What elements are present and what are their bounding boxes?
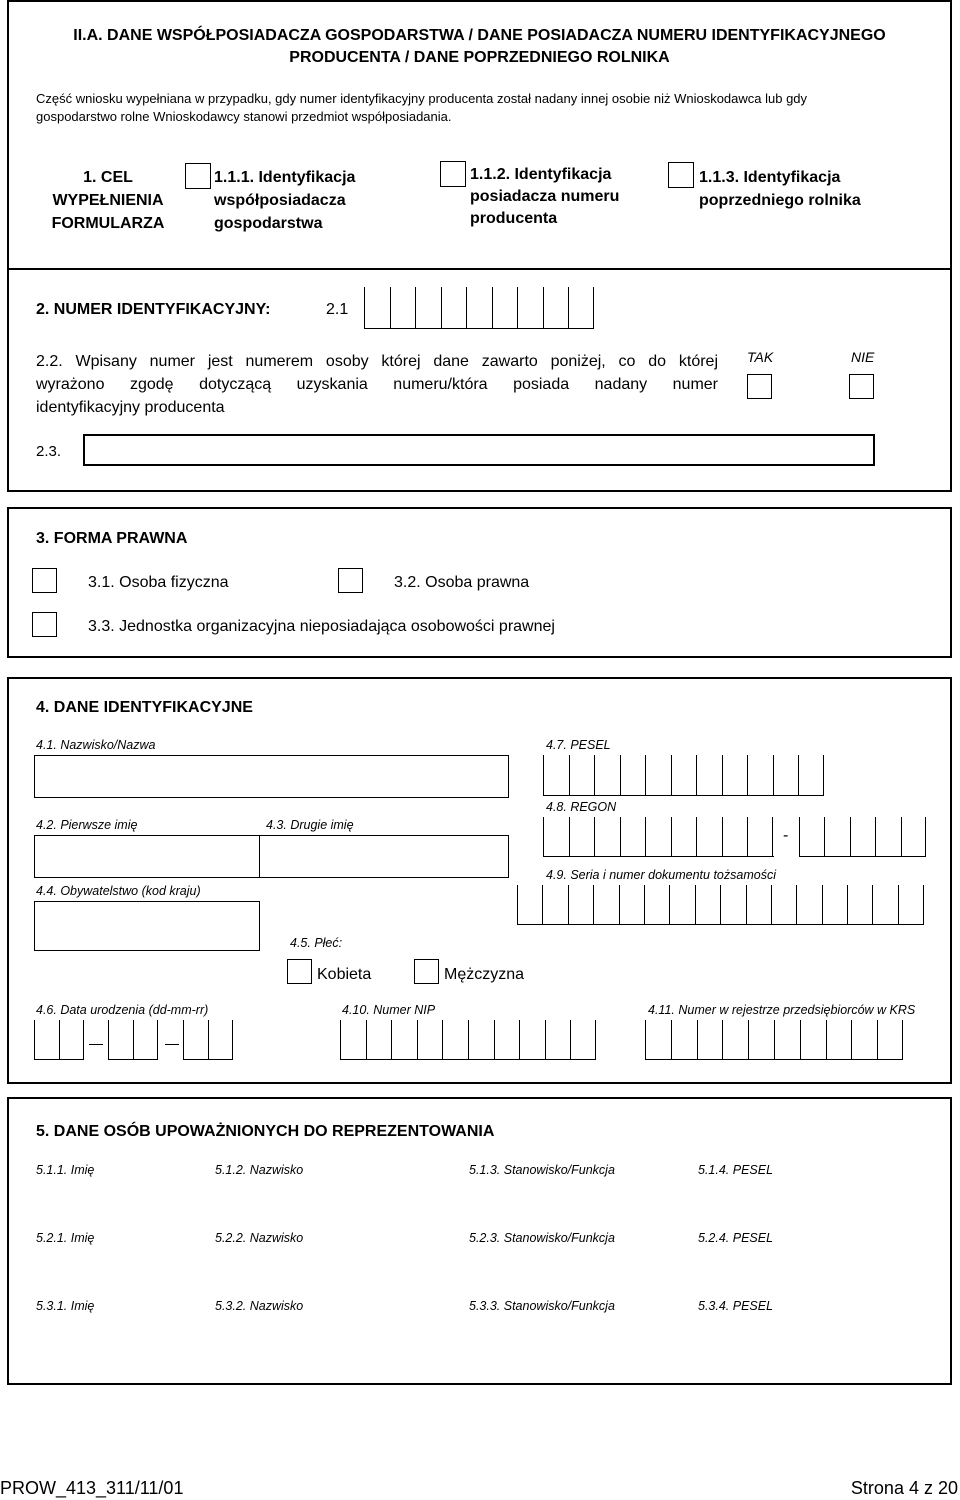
rep2-nazwisko-label: 5.2.2. Nazwisko xyxy=(215,1231,304,1245)
reprezentanci-heading: 5. DANE OSÓB UPOWAŻNIONYCH DO REPREZENTOWANIA xyxy=(36,1123,495,1140)
field-4-4-input[interactable] xyxy=(34,901,260,951)
date-separator-2 xyxy=(165,1044,179,1045)
date-separator-1 xyxy=(89,1044,103,1045)
rep2-stanowisko-label: 5.2.3. Stanowisko/Funkcja xyxy=(469,1231,615,1245)
mezczyzna-label: Mężczyzna xyxy=(444,966,525,983)
rep1-stanowisko-label: 5.1.3. Stanowisko/Funkcja xyxy=(469,1163,615,1177)
checkbox-posiadacz-numeru[interactable] xyxy=(440,161,466,187)
kobieta-label: Kobieta xyxy=(317,966,372,983)
numer-identyfikacyjny-cells[interactable] xyxy=(364,287,594,329)
osoba-prawna-label: 3.2. Osoba prawna xyxy=(394,574,530,591)
rep3-pesel-label: 5.3.4. PESEL xyxy=(698,1299,774,1313)
data-urodzenia-mm[interactable] xyxy=(108,1020,158,1060)
nie-label: NIE xyxy=(851,349,875,365)
option-wspolposiadacz-label: 1.1.1. Identyfikacja współposiadacza gospodarstwa xyxy=(214,169,356,232)
field-2-3-label: 2.3. xyxy=(36,443,62,460)
data-urodzenia-dd[interactable] xyxy=(34,1020,84,1060)
numer-2-1-label: 2.1 xyxy=(326,301,349,318)
section-ii-title-line2: PRODUCENTA / DANE POPRZEDNIEGO ROLNIKA xyxy=(289,49,670,66)
section-ii-description-line2: gospodarstwo rolne Wnioskodawcy stanowi przedmiot współposiadania. xyxy=(36,109,452,124)
field-4-4-label: 4.4. Obywatelstwo (kod kraju) xyxy=(36,884,201,898)
field-4-7-label: 4.7. PESEL xyxy=(546,738,611,752)
tak-label: TAK xyxy=(747,349,774,365)
section-ii-description-line1: Część wniosku wypełniana w przypadku, gdy numer identyfikacyjny producenta został nadany innej osobie niż Wnioskodawca lub gdy xyxy=(36,91,808,106)
rep3-stanowisko-label: 5.3.3. Stanowisko/Funkcja xyxy=(469,1299,615,1313)
regon-cells-right[interactable] xyxy=(799,817,926,857)
checkbox-tak[interactable] xyxy=(747,374,772,399)
nip-cells[interactable] xyxy=(340,1020,596,1060)
section-ii-title-line1: II.A. DANE WSPÓŁPOSIADACZA GOSPODARSTWA / DANE POSIADACZA NUMERU IDENTYFIKACYJNEGO xyxy=(73,27,886,44)
footer-page-number: Strona 4 z 20 xyxy=(850,1478,958,1498)
osoba-fizyczna-label: 3.1. Osoba fizyczna xyxy=(88,574,229,591)
checkbox-mezczyzna[interactable] xyxy=(414,959,439,984)
rep2-pesel-label: 5.2.4. PESEL xyxy=(698,1231,774,1245)
field-4-9-label: 4.9. Seria i numer dokumentu tożsamości xyxy=(546,868,776,882)
checkbox-osoba-fizyczna[interactable] xyxy=(32,568,57,593)
field-4-11-label: 4.11. Numer w rejestrze przedsiębiorców w KRS xyxy=(648,1003,916,1017)
rep1-nazwisko-label: 5.1.2. Nazwisko xyxy=(215,1163,304,1177)
field-4-1-input[interactable] xyxy=(34,755,509,798)
field-4-1-label: 4.1. Nazwisko/Nazwa xyxy=(36,738,156,752)
cel-label: 1. CEL WYPEŁNIENIA FORMULARZA xyxy=(51,169,165,232)
jednostka-label: 3.3. Jednostka organizacyjna nieposiadająca osobowości prawnej xyxy=(88,618,555,635)
field-4-2-label: 4.2. Pierwsze imię xyxy=(36,818,138,832)
regon-dash: - xyxy=(783,827,789,844)
rep1-imie-label: 5.1.1. Imię xyxy=(36,1163,95,1177)
checkbox-wspolposiadacz[interactable] xyxy=(185,163,211,189)
checkbox-osoba-prawna[interactable] xyxy=(338,568,363,593)
rep1-pesel-label: 5.1.4. PESEL xyxy=(698,1163,774,1177)
option-poprzedni-rolnik-label: 1.1.3. Identyfikacja poprzedniego rolnika xyxy=(699,169,861,209)
field-4-3-input[interactable] xyxy=(259,835,509,878)
dane-identyfikacyjne-heading: 4. DANE IDENTYFIKACYJNE xyxy=(36,699,253,716)
rep3-imie-label: 5.3.1. Imię xyxy=(36,1299,95,1313)
dokument-cells[interactable] xyxy=(517,885,924,925)
numer-identyfikacyjny-heading: 2. NUMER IDENTYFIKACYJNY: xyxy=(36,301,271,318)
krs-cells[interactable] xyxy=(645,1020,903,1060)
pesel-cells[interactable] xyxy=(543,755,824,796)
field-4-2-input[interactable] xyxy=(34,835,260,878)
field-4-5-label: 4.5. Płeć: xyxy=(290,936,343,950)
rep2-imie-label: 5.2.1. Imię xyxy=(36,1231,95,1245)
question-2-2: 2.2. Wpisany numer jest numerem osoby której dane zawarto poniżej, co do której wyrażono zgodę dotyczącą uzyskania numeru/która posiada nadany numer identyfikacyjny producenta xyxy=(36,353,718,416)
checkbox-kobieta[interactable] xyxy=(287,959,312,984)
field-4-6-label: 4.6. Data urodzenia (dd-mm-rr) xyxy=(36,1003,209,1017)
option-posiadacz-numeru-label: 1.1.2. Identyfikacja posiadacza numeru producenta xyxy=(470,166,620,227)
rep3-nazwisko-label: 5.3.2. Nazwisko xyxy=(215,1299,304,1313)
field-4-10-label: 4.10. Numer NIP xyxy=(342,1003,436,1017)
field-4-8-label: 4.8. REGON xyxy=(546,800,617,814)
regon-cells-left[interactable] xyxy=(543,817,774,857)
checkbox-nie[interactable] xyxy=(849,374,874,399)
footer-form-code: PROW_413_311/11/01 xyxy=(0,1478,184,1498)
field-4-3-label: 4.3. Drugie imię xyxy=(266,818,354,832)
checkbox-jednostka[interactable] xyxy=(32,612,57,637)
data-urodzenia-rr[interactable] xyxy=(183,1020,233,1060)
forma-prawna-heading: 3. FORMA PRAWNA xyxy=(36,530,188,547)
field-2-3-input[interactable] xyxy=(83,434,875,466)
checkbox-poprzedni-rolnik[interactable] xyxy=(668,162,694,188)
